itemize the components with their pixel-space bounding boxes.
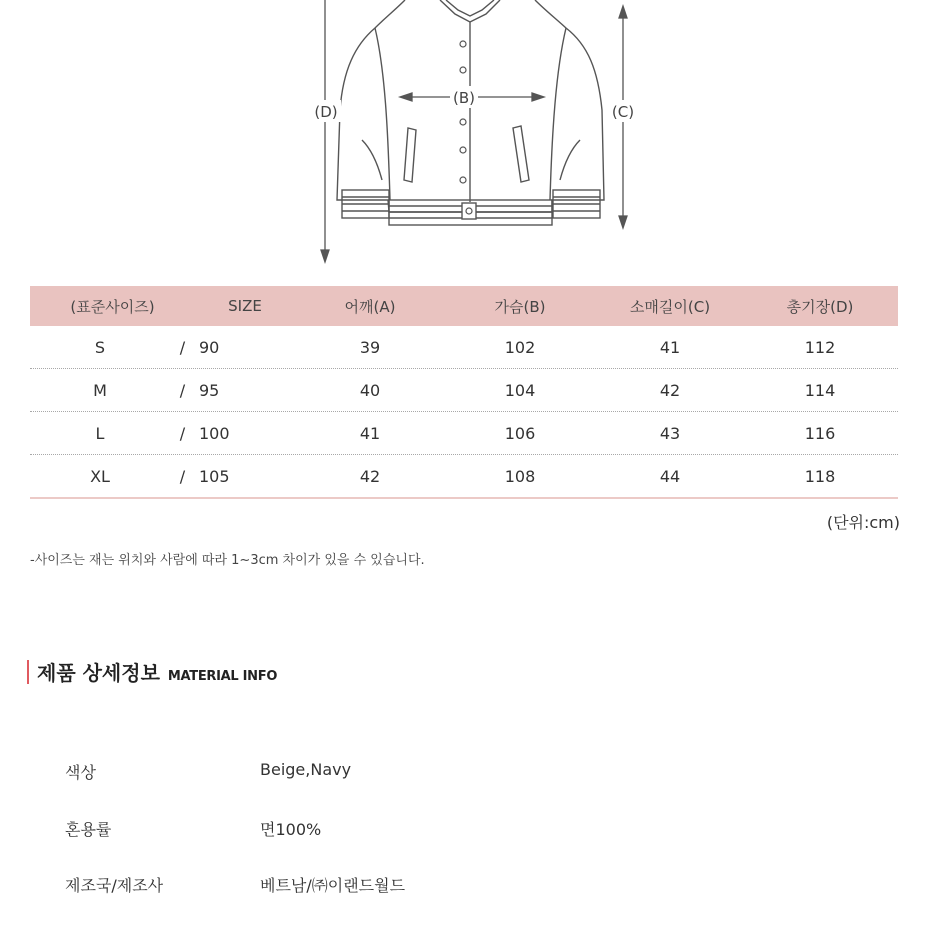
snap-button xyxy=(460,147,466,153)
snap-button xyxy=(460,67,466,73)
sleeve-value: 44 xyxy=(659,466,681,486)
label-b: (B) xyxy=(453,89,475,107)
separator: / xyxy=(179,466,186,486)
info-label: 혼용률 xyxy=(65,820,112,839)
table-row xyxy=(30,369,898,412)
length-value: 112 xyxy=(804,337,836,357)
shoulder-value: 39 xyxy=(359,337,381,357)
separator: / xyxy=(179,337,186,357)
table-row xyxy=(30,455,898,499)
info-value: Beige,Navy xyxy=(260,760,352,779)
separator: / xyxy=(179,423,186,443)
info-value: 면100% xyxy=(260,820,322,839)
size-code: L xyxy=(95,423,105,443)
info-row-color xyxy=(65,760,351,783)
size-number: 100 xyxy=(199,423,230,443)
size-table xyxy=(30,286,898,499)
title-korean: 제품 상세정보 xyxy=(37,661,160,685)
title-english: MATERIAL INFO xyxy=(167,669,278,684)
shoulder-value: 41 xyxy=(359,423,381,443)
separator: / xyxy=(179,380,186,400)
header-chest: 가슴(B) xyxy=(494,297,546,316)
size-note: -사이즈는 재는 위치와 사람에 따라 1~3cm 차이가 있을 수 있습니다. xyxy=(30,553,425,568)
table-row xyxy=(30,326,898,369)
pocket-right xyxy=(513,126,529,182)
info-row-manufacturer xyxy=(65,873,405,896)
jacket-size-diagram xyxy=(0,0,930,270)
size-number: 105 xyxy=(199,466,230,486)
header-length: 총기장(D) xyxy=(786,297,854,316)
sleeve-seam-left xyxy=(375,28,390,200)
chest-value: 108 xyxy=(504,466,536,486)
size-code: M xyxy=(93,380,107,400)
material-section-title xyxy=(27,657,277,686)
header-shoulder: 어깨(A) xyxy=(344,297,396,316)
shoulder-value: 42 xyxy=(359,466,381,486)
sleeve-value: 41 xyxy=(659,337,681,357)
header-standard-size: (표준사이즈) xyxy=(70,297,155,316)
unit-note: (단위:cm) xyxy=(826,513,900,532)
length-value: 118 xyxy=(804,466,836,486)
chest-value: 106 xyxy=(504,423,536,443)
chest-value: 102 xyxy=(504,337,536,357)
length-value: 114 xyxy=(804,380,836,400)
length-value: 116 xyxy=(804,423,836,443)
info-value: 베트남/㈜이랜드월드 xyxy=(260,876,406,895)
label-c: (C) xyxy=(611,103,635,121)
size-code: XL xyxy=(90,466,110,486)
title-accent-bar xyxy=(27,660,29,684)
header-sleeve: 소매길이(C) xyxy=(629,297,711,316)
shoulder-value: 40 xyxy=(359,380,381,400)
sleeve-seam-right xyxy=(550,28,566,200)
snap-button xyxy=(460,119,466,125)
info-label: 제조국/제조사 xyxy=(65,876,164,895)
snap-button xyxy=(460,41,466,47)
table-row xyxy=(30,412,898,455)
snap-button xyxy=(466,208,472,214)
header-size: SIZE xyxy=(228,297,262,315)
size-code: S xyxy=(94,337,106,357)
pocket-left xyxy=(404,128,416,182)
snap-button xyxy=(460,177,466,183)
chest-value: 104 xyxy=(504,380,536,400)
label-d: (D) xyxy=(314,103,338,121)
info-row-composition xyxy=(65,817,321,840)
sleeve-value: 42 xyxy=(659,380,681,400)
size-number: 90 xyxy=(199,337,220,357)
table-header xyxy=(30,286,898,326)
info-label: 색상 xyxy=(65,763,96,782)
size-number: 95 xyxy=(199,380,220,400)
sleeve-value: 43 xyxy=(659,423,681,443)
